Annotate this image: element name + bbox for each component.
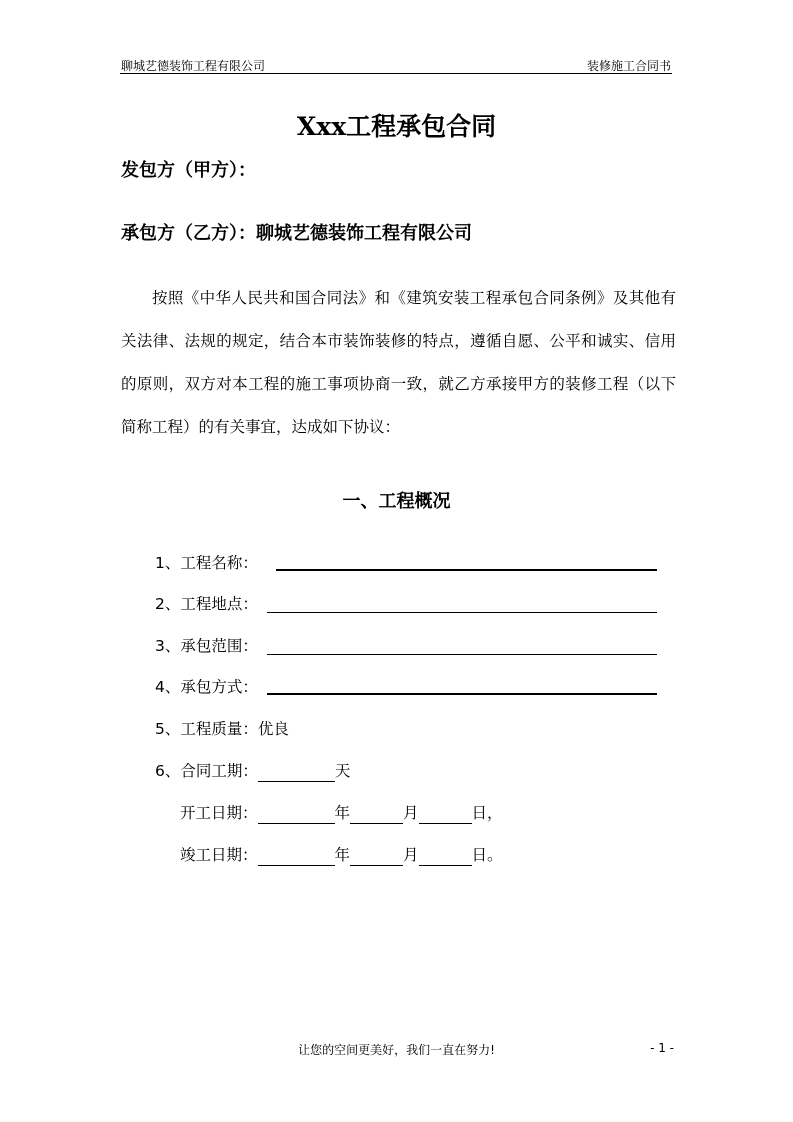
item-contract-period — [155, 760, 350, 782]
party-b-line: 承包方（乙方）：聊城艺德装饰工程有限公司 — [121, 223, 472, 244]
header-company: 聊城艺德装饰工程有限公司 — [121, 59, 266, 73]
section-heading: 一、工程概况 — [342, 491, 451, 512]
end-month-field[interactable] — [350, 847, 403, 866]
start-year-field[interactable] — [258, 805, 335, 824]
end-month-unit: 月 — [403, 846, 419, 864]
item-contract-scope — [155, 635, 258, 657]
footer-slogan: 让您的空间更美好，我们一直在努力! — [298, 1043, 495, 1057]
item-project-quality — [155, 718, 289, 740]
document-title: Xxx工程承包合同 — [296, 112, 497, 141]
end-day-unit: 日。 — [471, 846, 503, 864]
start-month-field[interactable] — [350, 805, 403, 824]
end-year-unit: 年 — [334, 846, 351, 864]
contract-scope-field[interactable] — [267, 654, 657, 655]
start-date-row — [180, 802, 503, 824]
item-label: 工程地点： — [180, 595, 258, 613]
item-project-name — [155, 552, 258, 574]
period-days-field[interactable] — [258, 763, 335, 782]
project-name-field[interactable] — [276, 569, 657, 571]
item-number: 3、 — [155, 637, 181, 655]
intro-paragraph: 按照《中华人民共和国合同法》和《建筑安装工程承包合同条例》及其他有关法律、法规的规定，结合本市装饰装修的特点，遵循自愿、公平和诚实、信用的原则，双方对本工程的施工事项协商一致，就乙方承接甲方的装修工程（以下简称工程）的有关事宜，达成如下协议： — [121, 289, 676, 436]
item-number: 5、 — [155, 720, 181, 738]
item-number: 2、 — [155, 595, 181, 613]
item-project-location — [155, 593, 258, 615]
item-number: 6、 — [155, 762, 181, 780]
item-label: 工程名称： — [180, 554, 258, 572]
end-date-row — [180, 844, 503, 866]
item-label: 承包方式： — [180, 678, 258, 696]
item-label: 承包范围： — [180, 637, 258, 655]
party-a-line: 发包方（甲方）： — [121, 160, 256, 181]
item-number: 4、 — [155, 678, 181, 696]
contract-method-field[interactable] — [267, 693, 657, 695]
end-date-label: 竣工日期： — [180, 846, 258, 864]
item-number: 1、 — [155, 554, 181, 572]
header-rule — [120, 73, 672, 74]
start-year-unit: 年 — [334, 804, 351, 822]
project-location-field[interactable] — [267, 612, 657, 613]
quality-value: 优良 — [257, 720, 289, 738]
start-day-field[interactable] — [419, 805, 472, 824]
period-unit: 天 — [334, 762, 351, 780]
start-day-unit: 日， — [471, 804, 503, 822]
item-label: 工程质量： — [180, 720, 258, 738]
page-number: - 1 - — [650, 1041, 674, 1055]
start-month-unit: 月 — [403, 804, 419, 822]
start-date-label: 开工日期： — [180, 804, 258, 822]
item-label: 合同工期： — [180, 762, 258, 780]
header-doc-type: 装修施工合同书 — [586, 59, 671, 73]
item-contract-method — [155, 676, 258, 698]
end-year-field[interactable] — [258, 847, 335, 866]
end-day-field[interactable] — [419, 847, 472, 866]
